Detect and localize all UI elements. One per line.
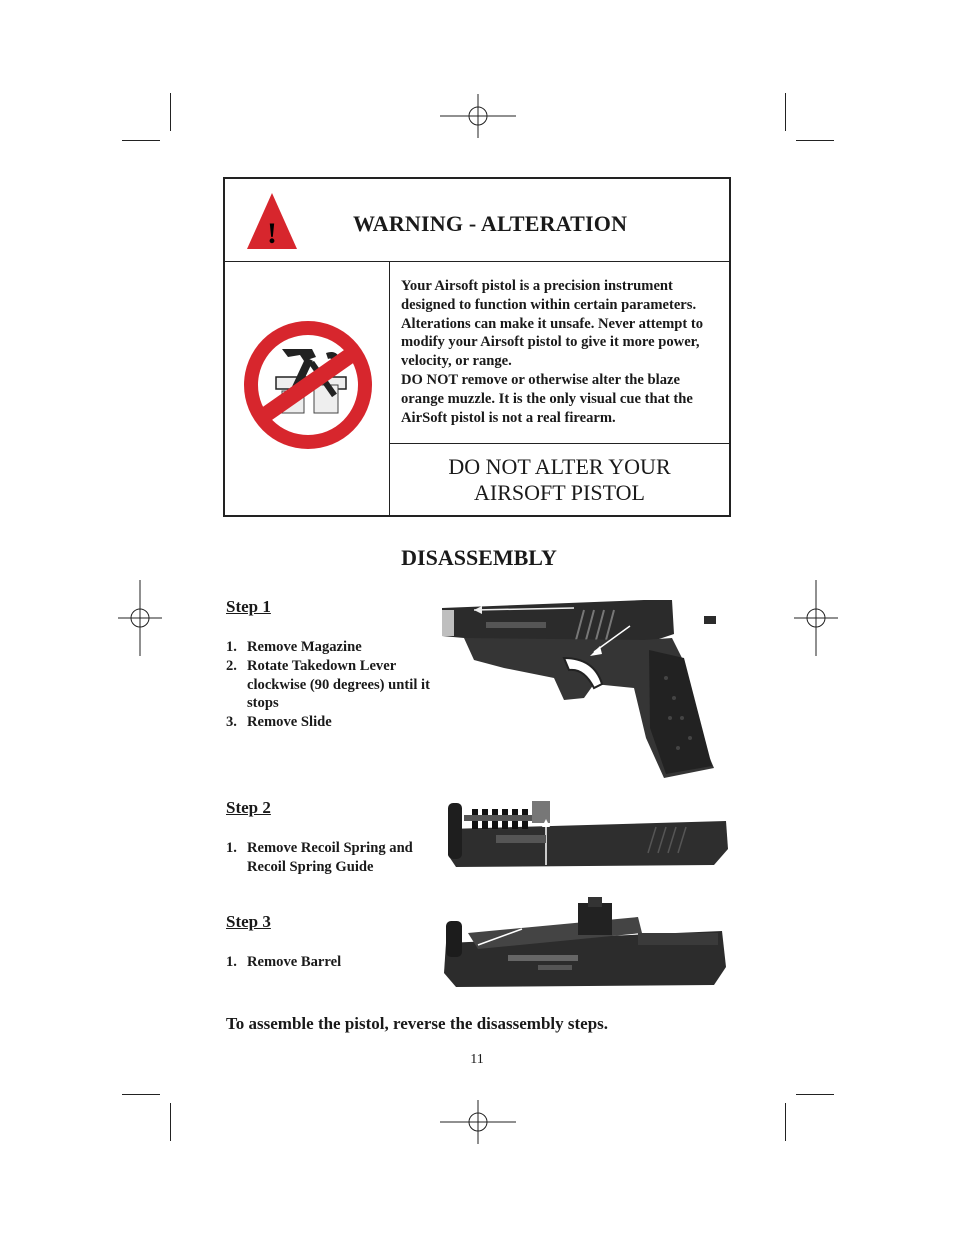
list-item-number: 1. — [226, 954, 237, 970]
list-item-number: 3. — [226, 714, 237, 731]
list-item-text: Remove Magazine — [247, 639, 362, 655]
page-number: 11 — [470, 1052, 484, 1067]
list-item-number: 2. — [226, 657, 237, 674]
list-item — [226, 713, 441, 732]
step-label: Step 2 — [226, 798, 271, 817]
registration-mark-top — [440, 78, 516, 154]
warning-divider — [390, 443, 729, 444]
crop-mark — [785, 93, 786, 131]
slide-spring-photo — [436, 793, 730, 881]
pistol-assembled-photo — [434, 588, 730, 793]
warning-caption — [390, 454, 729, 506]
registration-mark-left — [110, 580, 170, 656]
no-tools-icon — [242, 319, 374, 451]
list-item — [226, 657, 441, 713]
list-item-text: Remove Barrel — [247, 954, 342, 970]
list-item-text: Remove Recoil Spring and Recoil Spring Guide — [247, 840, 413, 875]
warning-paragraph: DO NOT remove or otherwise alter the blaze orange muzzle. It is the only visual cue that the AirSoft pistol is not a real firearm. — [401, 371, 693, 426]
slide-barrel-photo — [438, 893, 730, 997]
registration-mark-right — [786, 580, 846, 656]
list-item — [226, 839, 441, 877]
step-list — [226, 839, 441, 877]
list-item — [226, 638, 441, 657]
step-label: Step 3 — [226, 912, 271, 931]
warning-paragraph: Your Airsoft pistol is a precision instrument designed to function within certain parameters. Alterations can make it unsafe. Never attempt to modify your Airsoft pistol to give it more power, velocity, or range. — [401, 278, 704, 370]
section-title: DISASSEMBLY — [401, 545, 557, 570]
assembly-note: To assemble the pistol, reverse the disassembly steps. — [226, 1014, 609, 1033]
list-item-number: 1. — [226, 840, 237, 856]
registration-mark-bottom — [440, 1084, 516, 1160]
warning-triangle-glyph: ! — [267, 217, 277, 250]
warning-title: WARNING - ALTERATION — [353, 211, 628, 236]
crop-mark — [796, 1094, 834, 1095]
crop-mark — [122, 1094, 160, 1095]
crop-mark — [796, 140, 834, 141]
warning-header — [225, 179, 729, 262]
warning-caption-line: DO NOT ALTER YOUR — [448, 454, 671, 479]
step-label: Step 1 — [226, 597, 271, 616]
warning-text — [401, 277, 723, 427]
step-list — [226, 953, 441, 972]
list-item-number: 1. — [226, 639, 237, 655]
crop-mark — [170, 93, 171, 131]
crop-mark — [785, 1103, 786, 1141]
warning-caption-line: AIRSOFT PISTOL — [474, 480, 645, 505]
warning-box — [223, 177, 731, 517]
crop-mark — [122, 140, 160, 141]
crop-mark — [170, 1103, 171, 1141]
list-item-text: Remove Slide — [247, 714, 332, 731]
step-list — [226, 638, 441, 732]
warning-triangle-icon — [243, 189, 301, 253]
list-item-text: Rotate Takedown Lever clockwise (90 degrees) until it stops — [247, 657, 430, 712]
list-item — [226, 953, 441, 972]
warning-icon-cell — [225, 262, 390, 515]
